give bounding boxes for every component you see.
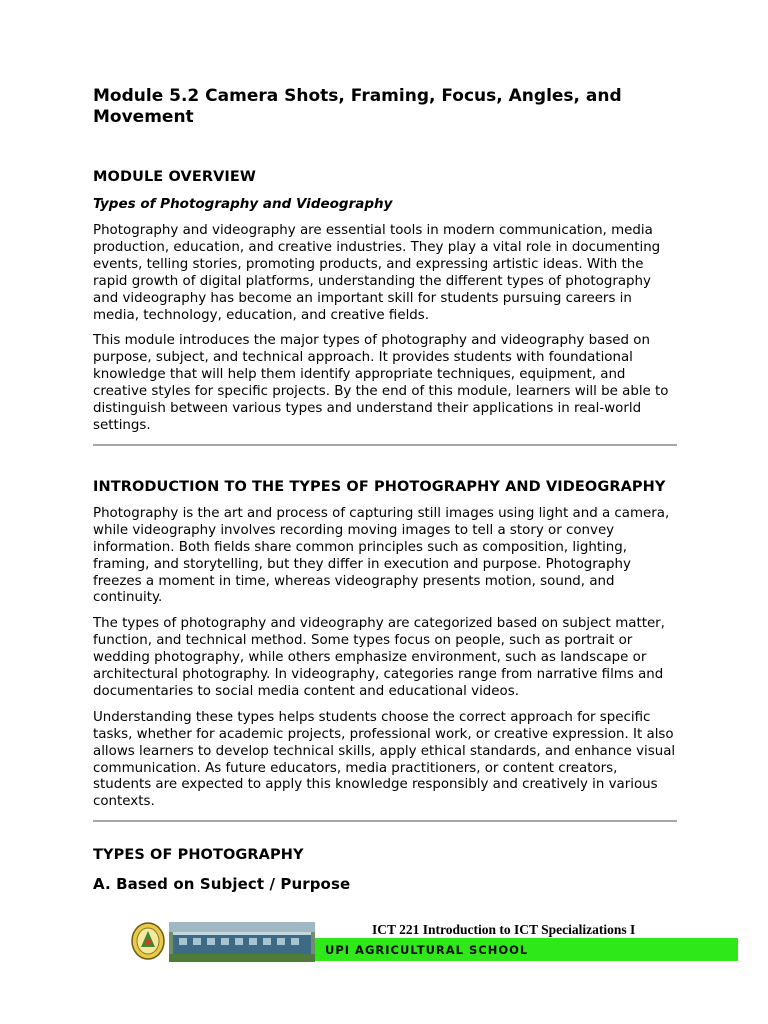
footer-course-title: ICT 221 Introduction to ICT Specializations I [372,922,636,937]
section-divider [93,820,677,822]
paragraph: Understanding these types helps students choose the correct approach for specific tasks, whether for academic projects, professional work, or creative expression. It also allows learners to develop technical skills, apply ethical standards, and enhance visual communication. As future educators, media practitioners, or content creators, students are expected to apply this knowledge responsibly and creatively in various contexts. [93,709,676,810]
section-divider [93,444,677,446]
paragraph: This module introduces the major types of photography and videography based on purpose, subject, and technical approach. It provides students with foundational knowledge that will help them identify appropriate techniques, equipment, and creative styles for specific projects. By the end of this module, learners will be able to distinguish between various types and understand their applications in real-world settings. [93,333,669,433]
section-subheading-overview: Types of Photography and Videography [93,196,393,212]
paragraph: Photography and videography are essential tools in modern communication, media production, education, and creative industries. They play a vital role in documenting events, telling stories, promoting products, and expressing artistic ideas. With the rapid growth of digital platforms, understanding the different types of photography and videography has become an important skill for students pursuing careers in media, technology, education, and creative fields. [93,223,661,323]
paragraph: The types of photography and videography are categorized based on subject matter, function, and technical method. Some types focus on people, such as portrait or wedding photography, while others emphasize environment, such as landscape or architectural photography. In videography, categories range from narrative films and documentaries to social media content and educational videos. [93,616,665,699]
section-heading-introduction: INTRODUCTION TO THE TYPES OF PHOTOGRAPHY AND VIDEOGRAPHY [93,478,666,495]
section-subheading-types: A. Based on Subject / Purpose [93,875,351,894]
paragraph: Photography is the art and process of capturing still images using light and a camera, while videography involves recording moving images to tell a story or convey information. Both fields share common principles such as composition, lighting, framing, and storytelling, but they differ in execution and purpose. Photography freezes a moment in time, whereas videography presents motion, sound, and continuity. [93,505,670,606]
school-building-photo [169,922,315,962]
section-heading-types: TYPES OF PHOTOGRAPHY [93,847,304,864]
page-title: Module 5.2 Camera Shots, Framing, Focus, Angles, and Movement [93,86,622,127]
section-heading-overview: MODULE OVERVIEW [93,169,257,185]
footer-school-name: UPI AGRICULTURAL SCHOOL [325,943,529,957]
document-body [93,86,677,903]
school-seal-icon [131,922,165,960]
page-footer [0,918,768,968]
